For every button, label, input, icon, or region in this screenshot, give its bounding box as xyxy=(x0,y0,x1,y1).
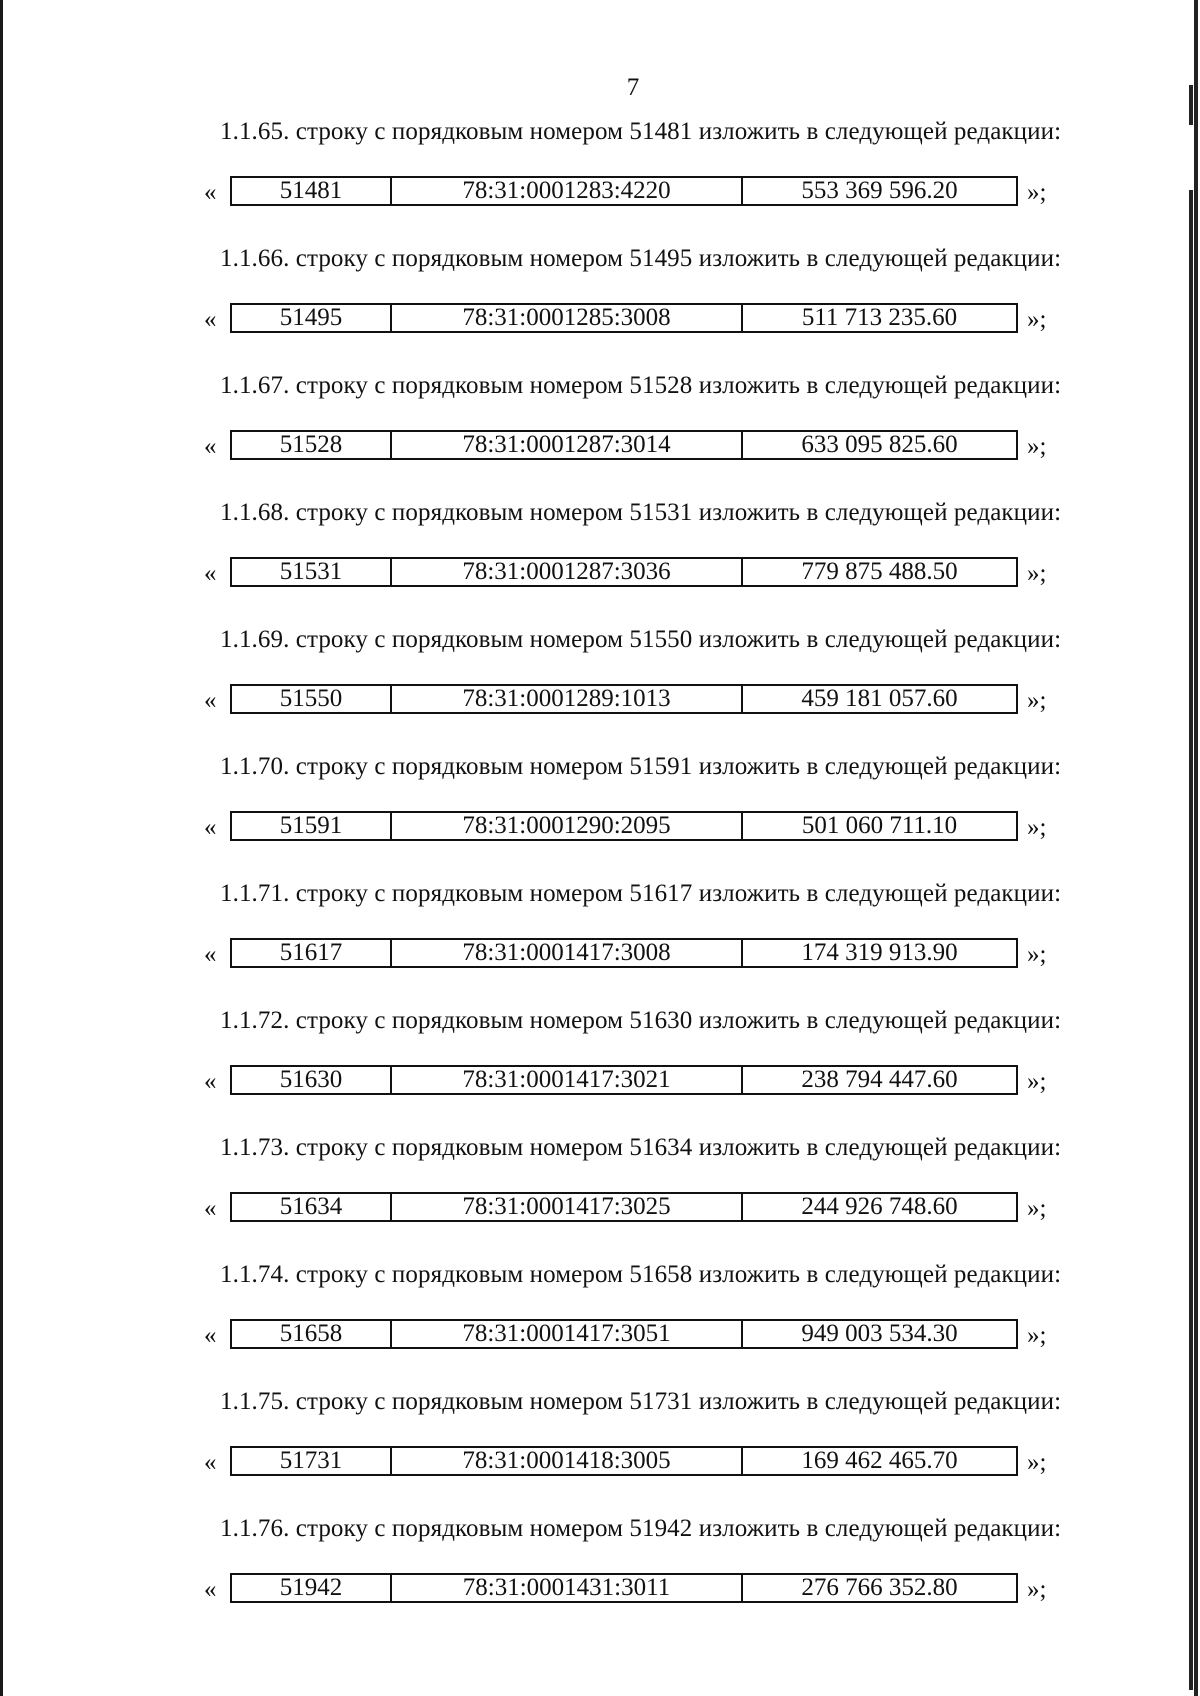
opening-quote: « xyxy=(204,687,217,714)
row-number-cell: 51942 xyxy=(232,1575,392,1601)
amendment-item xyxy=(0,999,1200,1126)
amendment-item xyxy=(0,1380,1200,1507)
amended-row-line xyxy=(0,1319,1200,1353)
amended-row-line xyxy=(0,684,1200,718)
closing-quote: »; xyxy=(1027,1449,1047,1476)
opening-quote: « xyxy=(204,1449,217,1476)
cadastral-value-cell: 633 095 825.60 xyxy=(801,431,958,458)
row-number-cell: 51528 xyxy=(232,432,392,458)
closing-quote: »; xyxy=(1027,1195,1047,1222)
closing-quote: »; xyxy=(1027,1068,1047,1095)
row-number-cell: 51634 xyxy=(232,1194,392,1220)
amended-row-line xyxy=(0,303,1200,337)
cadastral-number-cell: 78:31:0001417:3021 xyxy=(392,1067,743,1093)
row-number-cell: 51591 xyxy=(232,813,392,839)
amendment-item xyxy=(0,618,1200,745)
amendment-instruction: 1.1.67. строку с порядковым номером 51528 изложить в следующей редакции: xyxy=(220,372,1062,399)
row-number-cell: 51630 xyxy=(232,1067,392,1093)
amendment-instruction: 1.1.72. строку с порядковым номером 51630 изложить в следующей редакции: xyxy=(220,1007,1062,1034)
cadastral-number-cell: 78:31:0001285:3008 xyxy=(392,305,743,331)
cadastral-number-cell: 78:31:0001418:3005 xyxy=(392,1448,743,1474)
closing-quote: »; xyxy=(1027,179,1047,206)
amended-table-row xyxy=(230,557,1018,587)
amended-row-line xyxy=(0,176,1200,210)
cadastral-value-cell: 169 462 465.70 xyxy=(801,1447,958,1474)
amendment-instruction: 1.1.75. строку с порядковым номером 51731 изложить в следующей редакции: xyxy=(220,1388,1062,1415)
amendment-instruction: 1.1.66. строку с порядковым номером 51495 изложить в следующей редакции: xyxy=(220,245,1062,272)
amended-row-line xyxy=(0,1573,1200,1607)
amended-row-line xyxy=(0,1446,1200,1480)
opening-quote: « xyxy=(204,1322,217,1349)
row-number-cell: 51531 xyxy=(232,559,392,585)
amended-table-row xyxy=(230,1573,1018,1603)
cadastral-number-cell: 78:31:0001287:3014 xyxy=(392,432,743,458)
closing-quote: »; xyxy=(1027,941,1047,968)
closing-quote: »; xyxy=(1027,433,1047,460)
amendment-item xyxy=(0,1253,1200,1380)
amendment-instruction: 1.1.68. строку с порядковым номером 51531 изложить в следующей редакции: xyxy=(220,499,1062,526)
opening-quote: « xyxy=(204,433,217,460)
amendment-item xyxy=(0,491,1200,618)
amended-row-line xyxy=(0,811,1200,845)
cadastral-value-cell: 238 794 447.60 xyxy=(801,1066,958,1093)
cadastral-number-cell: 78:31:0001283:4220 xyxy=(392,178,743,204)
amended-row-line xyxy=(0,1065,1200,1099)
amendment-item xyxy=(0,872,1200,999)
cadastral-number-cell: 78:31:0001417:3008 xyxy=(392,940,743,966)
cadastral-number-cell: 78:31:0001417:3051 xyxy=(392,1321,743,1347)
amendment-instruction: 1.1.73. строку с порядковым номером 51634 изложить в следующей редакции: xyxy=(220,1134,1062,1161)
row-number-cell: 51731 xyxy=(232,1448,392,1474)
amendment-item xyxy=(0,110,1200,237)
amendment-item xyxy=(0,237,1200,364)
closing-quote: »; xyxy=(1027,814,1047,841)
amended-row-line xyxy=(0,430,1200,464)
opening-quote: « xyxy=(204,1068,217,1095)
opening-quote: « xyxy=(204,306,217,333)
row-number-cell: 51481 xyxy=(232,178,392,204)
amendment-list xyxy=(0,110,1200,1634)
cadastral-value-cell: 244 926 748.60 xyxy=(801,1193,958,1220)
amendment-item xyxy=(0,1507,1200,1634)
closing-quote: »; xyxy=(1027,306,1047,333)
amended-row-line xyxy=(0,557,1200,591)
amended-table-row xyxy=(230,430,1018,460)
row-number-cell: 51617 xyxy=(232,940,392,966)
cadastral-value-cell: 174 319 913.90 xyxy=(801,939,958,966)
amended-table-row xyxy=(230,1446,1018,1476)
cadastral-number-cell: 78:31:0001289:1013 xyxy=(392,686,743,712)
amendment-instruction: 1.1.65. строку с порядковым номером 51481 изложить в следующей редакции: xyxy=(220,118,1062,145)
opening-quote: « xyxy=(204,560,217,587)
closing-quote: »; xyxy=(1027,560,1047,587)
row-number-cell: 51495 xyxy=(232,305,392,331)
closing-quote: »; xyxy=(1027,1576,1047,1603)
amendment-instruction: 1.1.71. строку с порядковым номером 51617 изложить в следующей редакции: xyxy=(220,880,1062,907)
page-number: 7 xyxy=(626,74,640,101)
cadastral-number-cell: 78:31:0001287:3036 xyxy=(392,559,743,585)
amended-table-row xyxy=(230,684,1018,714)
cadastral-number-cell: 78:31:0001431:3011 xyxy=(392,1575,743,1601)
cadastral-number-cell: 78:31:0001290:2095 xyxy=(392,813,743,839)
opening-quote: « xyxy=(204,941,217,968)
cadastral-value-cell: 553 369 596.20 xyxy=(801,177,958,204)
amendment-instruction: 1.1.74. строку с порядковым номером 51658 изложить в следующей редакции: xyxy=(220,1261,1062,1288)
amendment-item xyxy=(0,364,1200,491)
cadastral-number-cell: 78:31:0001417:3025 xyxy=(392,1194,743,1220)
opening-quote: « xyxy=(204,1195,217,1222)
amended-table-row xyxy=(230,811,1018,841)
amended-table-row xyxy=(230,938,1018,968)
row-number-cell: 51550 xyxy=(232,686,392,712)
amendment-instruction: 1.1.69. строку с порядковым номером 51550 изложить в следующей редакции: xyxy=(220,626,1062,653)
closing-quote: »; xyxy=(1027,1322,1047,1349)
amended-row-line xyxy=(0,938,1200,972)
opening-quote: « xyxy=(204,179,217,206)
row-number-cell: 51658 xyxy=(232,1321,392,1347)
amended-table-row xyxy=(230,303,1018,333)
amended-table-row xyxy=(230,1192,1018,1222)
amendment-item xyxy=(0,745,1200,872)
cadastral-value-cell: 276 766 352.80 xyxy=(801,1574,958,1601)
amendment-item xyxy=(0,1126,1200,1253)
cadastral-value-cell: 949 003 534.30 xyxy=(801,1320,958,1347)
cadastral-value-cell: 459 181 057.60 xyxy=(801,685,958,712)
amended-row-line xyxy=(0,1192,1200,1226)
cadastral-value-cell: 779 875 488.50 xyxy=(801,558,958,585)
amendment-instruction: 1.1.76. строку с порядковым номером 51942 изложить в следующей редакции: xyxy=(220,1515,1062,1542)
amended-table-row xyxy=(230,1065,1018,1095)
amended-table-row xyxy=(230,1319,1018,1349)
cadastral-value-cell: 511 713 235.60 xyxy=(801,304,958,331)
amendment-instruction: 1.1.70. строку с порядковым номером 51591 изложить в следующей редакции: xyxy=(220,753,1062,780)
cadastral-value-cell: 501 060 711.10 xyxy=(801,812,958,839)
opening-quote: « xyxy=(204,1576,217,1603)
opening-quote: « xyxy=(204,814,217,841)
amended-table-row xyxy=(230,176,1018,206)
closing-quote: »; xyxy=(1027,687,1047,714)
